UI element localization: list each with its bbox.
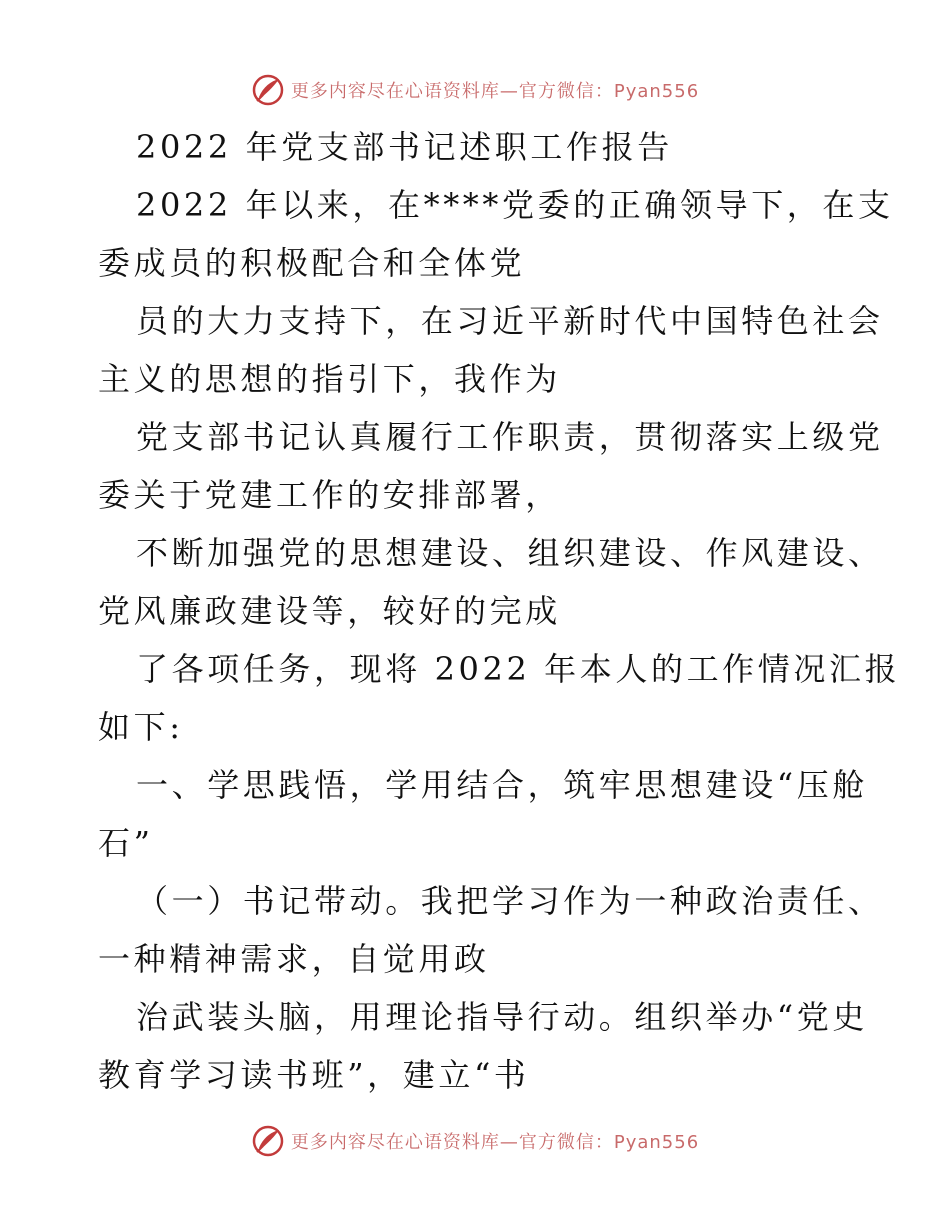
- document-title: 2022 年党支部书记述职工作报告: [136, 128, 673, 166]
- section-heading-line: 石”: [98, 824, 154, 862]
- paragraph-line: 教育学习读书班”，建立“书: [98, 1056, 530, 1094]
- quill-pen-logo-icon: [251, 1124, 285, 1158]
- paragraph-line: 2022 年以来，在****党委的正确领导下，在支: [136, 186, 894, 224]
- footer-watermark: [0, 1123, 950, 1159]
- watermark-text: 更多内容尽在心语资料库—官方微信：Pyan556: [290, 1132, 700, 1153]
- paragraph-line: 主义的思想的指引下，我作为: [98, 360, 561, 398]
- paragraph-line: 一种精神需求，自觉用政: [98, 940, 490, 978]
- header-watermark: [0, 72, 950, 108]
- paragraph-line: 委成员的积极配合和全体党: [98, 244, 526, 282]
- paragraph-line: 不断加强党的思想建设、组织建设、作风建设、: [136, 534, 884, 572]
- paragraph-line: 党风廉政建设等，较好的完成: [98, 592, 561, 630]
- section-heading-line: 一、学思践悟，学用结合，筑牢思想建设“压舱: [136, 766, 868, 804]
- paragraph-line: 员的大力支持下，在习近平新时代中国特色社会: [136, 302, 884, 340]
- paragraph-line: 如下:: [98, 708, 184, 746]
- paragraph-line: 委关于党建工作的安排部署，: [98, 476, 561, 514]
- document-body: [98, 118, 901, 1104]
- paragraph-line: 治武装头脑，用理论指导行动。组织举办“党史: [136, 998, 868, 1036]
- watermark-text: 更多内容尽在心语资料库—官方微信：Pyan556: [290, 81, 700, 102]
- paragraph-line: 了各项任务，现将 2022 年本人的工作情况汇报: [136, 650, 901, 688]
- paragraph-line: （一）书记带动。我把学习作为一种政治责任、: [136, 882, 884, 920]
- quill-pen-logo-icon: [251, 73, 285, 107]
- paragraph-line: 党支部书记认真履行工作职责，贯彻落实上级党: [136, 418, 884, 456]
